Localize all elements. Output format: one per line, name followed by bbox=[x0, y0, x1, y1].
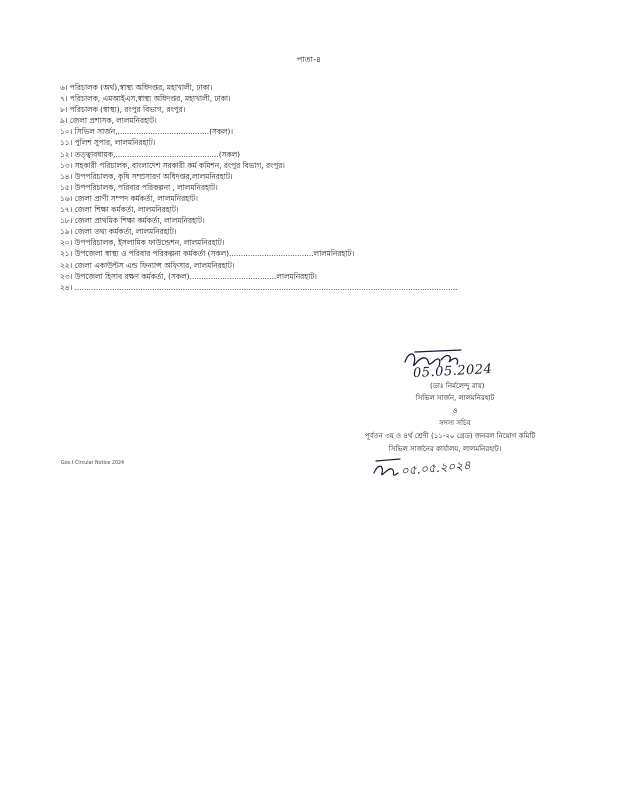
list-item: ২২। জেলা একাউন্টস এন্ড ফিন্যান্স অফিসার, লালমনিরহাট। bbox=[60, 260, 235, 270]
list-item: ২০। উপপরিচালক, ইসলামিক ফাউন্ডেশন, লালমনিরহাট। bbox=[60, 238, 225, 248]
page-number: পাতা-৪ bbox=[296, 55, 322, 64]
second-signature-date: ০৫.০৫.২০২৪ bbox=[400, 457, 472, 479]
list-item: ১২। তত্ত্বাবধায়ক,............................................(সকল) bbox=[60, 149, 241, 159]
signer-and: ও bbox=[452, 407, 458, 415]
list-item: ১১। পুলিশ সুপার, লালমনিরহাট। bbox=[60, 138, 156, 148]
list-item: ১৮। জেলা প্রাথমিক শিক্ষা কর্মকর্তা, লালমনিরহাট। bbox=[60, 216, 205, 226]
list-item: ৮। পরিচালক (স্বাস্থ্য), রংপুর বিভাগ, রংপুর। bbox=[60, 105, 186, 115]
list-item: ৯। জেলা প্রশাসক, লালমনিরহাট। bbox=[60, 116, 157, 126]
signer-name: (ডাঃ নির্মলেন্দু রায়) bbox=[430, 382, 485, 390]
distribution-list bbox=[60, 82, 580, 293]
footer-note: Gov.t Circular Notice 2024 bbox=[61, 461, 125, 466]
list-item: ২১। উপজেলা স্বাস্থ্য ও পরিবার পরিকল্পনা কর্মকর্তা (সকল)....................................লালমনিরহাট। bbox=[60, 249, 355, 259]
committee-name: পূর্বতন ৩য় ও ৪র্থ শ্রেণী (১১-২০ গ্রেড) জনবল নিয়োগ কমিটি bbox=[364, 432, 536, 440]
signature-date: 05.05.2024 bbox=[412, 361, 493, 382]
list-item: ২৪। ................................................................................................................................................................... bbox=[60, 282, 458, 292]
list-item: ২৩। উপজেলা হিসাব রক্ষণ কর্মকর্তা, (সকল).....................................লালমনিরহাট। bbox=[60, 271, 317, 281]
list-item: ১৫। উপপরিচালক, পরিবার পরিকল্পনা , লালমনিরহাট। bbox=[60, 182, 218, 192]
list-item: ১৯। জেলা তথ্য কর্মকর্তা, লালমনিরহাট। bbox=[60, 227, 177, 237]
list-item: ৭। পরিচালক, এমআইএস,স্বাস্থ্য অধিদপ্তর, মহাখালী, ঢাকা। bbox=[60, 94, 231, 104]
list-item: ১৩। সহকারী পরিচালক, বাংলাদেশ সরকারী কর্ম কমিশন, রংপুর বিভাগ, রংপুর। bbox=[60, 160, 285, 170]
list-item: ১০। সিভিল সার্জন,.......................................(সকল)। bbox=[60, 127, 234, 137]
signer-title: সিভিল সার্জন, লালমনিরহাট bbox=[415, 394, 495, 402]
list-item: ১৬। জেলা প্রাণী সম্পদ কর্মকর্তা, লালমনিরহাট। bbox=[60, 193, 198, 203]
list-item: ১৭। জেলা শিক্ষা কর্মকর্তা, লালমনিরহাট। bbox=[60, 205, 179, 215]
office-name: সিভিল সার্জনের কার্যালয়, লালমনিরহাট। bbox=[388, 445, 502, 453]
list-item: ৬। পরিচালক (অর্থ),স্বাস্থ্য অধিদপ্তর, মহাখালী, ঢাকা। bbox=[60, 83, 213, 92]
signer-role: সদস্য সচিব bbox=[439, 419, 471, 427]
list-item: ১৪। উপপরিচালক, কৃষি সম্প্রসারণ অধিদপ্তর,লালমনিরহাট। bbox=[60, 171, 233, 181]
